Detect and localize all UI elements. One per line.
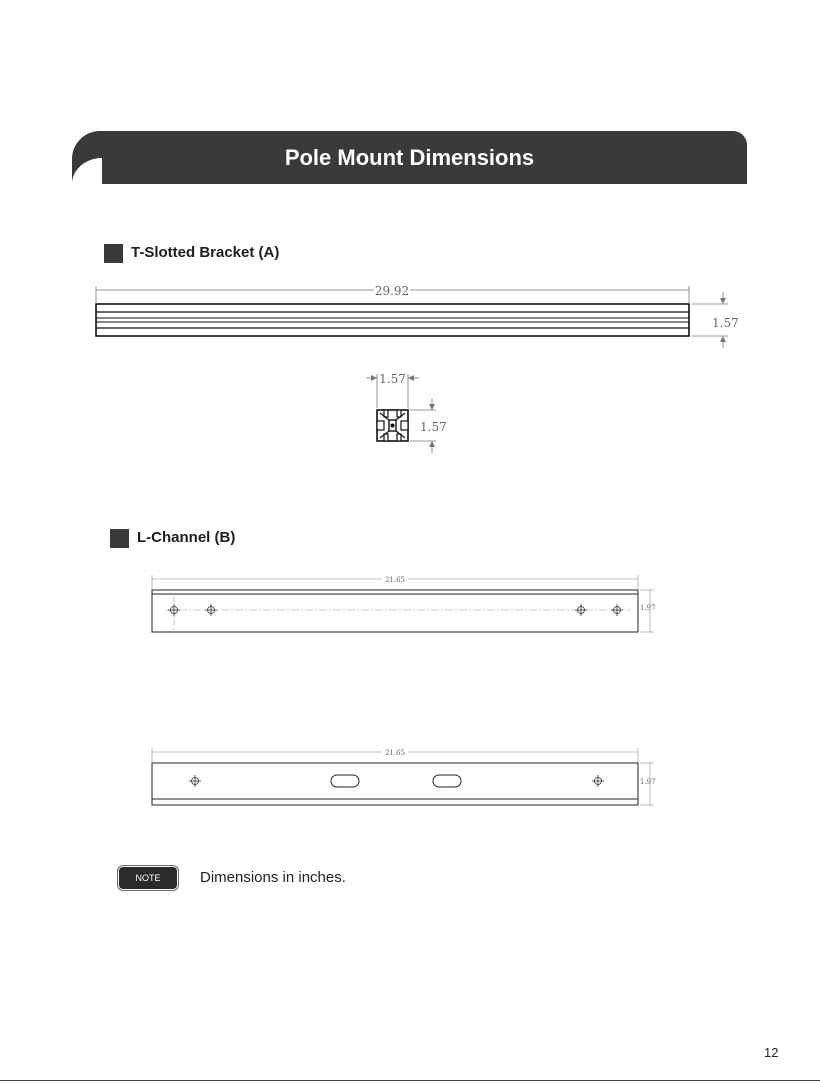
- note-text: Dimensions in inches.: [200, 869, 346, 886]
- t-slot-height-label: 1.57: [712, 316, 739, 330]
- page-number: 12: [764, 1045, 779, 1060]
- l-channel-top-length-label: 21.65: [384, 576, 406, 584]
- note-badge: NOTE: [119, 867, 177, 889]
- l-channel-side-view-holes: [189, 775, 604, 787]
- l-channel-side-length-label: 21.65: [384, 749, 406, 757]
- t-slot-profile-height-label: 1.57: [420, 420, 447, 434]
- page-title: Pole Mount Dimensions: [284, 145, 535, 170]
- section-b-heading: L-Channel (B): [137, 529, 236, 546]
- l-channel-top-view: [152, 590, 638, 632]
- t-slot-profile-width-label: 1.57: [379, 372, 406, 386]
- l-channel-side-height-label: 1.97: [640, 778, 656, 786]
- t-slot-length-label: 29.92: [374, 284, 410, 298]
- t-slot-profile-cross-section: [377, 410, 408, 441]
- l-channel-side-view: [152, 763, 638, 805]
- section-a-heading: T-Slotted Bracket (A): [131, 244, 280, 261]
- l-channel-top-height-label: 1.97: [640, 604, 656, 612]
- footer-rule: [0, 1080, 820, 1081]
- t-slot-bracket-side-view: [96, 304, 689, 336]
